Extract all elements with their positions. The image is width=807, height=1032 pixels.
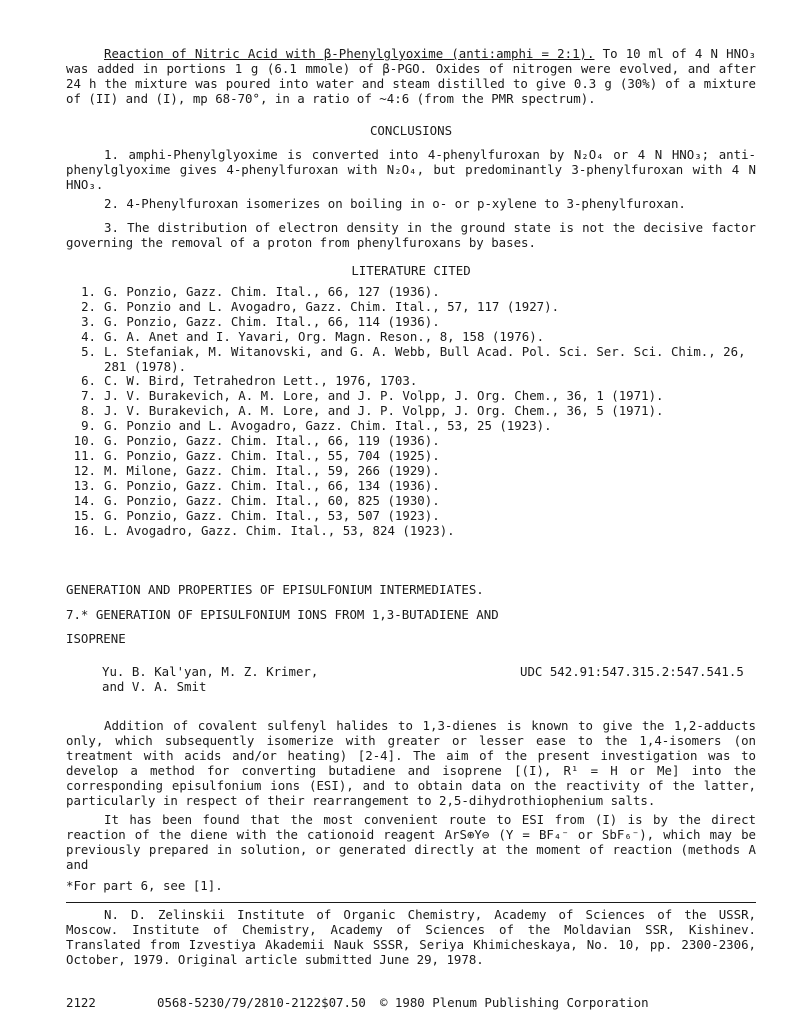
body-paragraph-2: It has been found that the most convenient route to ESI from (I) is by the direct reaction of the diene with the cationoid reagent ArS⊕Y⊖ (Y = BF₄⁻ or SbF₆⁻), which may be previously prepared in solution, or generated directly at the moment of reaction (methods A and <box>66 812 756 872</box>
conclusion-item-2: 2. 4-Phenylfuroxan isomerizes on boiling in o- or p-xylene to 3-phenylfuroxan. <box>104 196 686 211</box>
reference-item: 8. J. V. Burakevich, A. M. Lore, and J. P. Volpp, J. Org. Chem., 36, 5 (1971). <box>81 403 664 419</box>
copyright-notice: © 1980 Plenum Publishing Corporation <box>380 995 649 1010</box>
reference-list <box>66 285 766 538</box>
reference-item: 1. G. Ponzio, Gazz. Chim. Ital., 66, 127 (1936). <box>81 284 440 299</box>
authors <box>102 664 318 694</box>
reference-item: 6. C. W. Bird, Tetrahedron Lett., 1976, 1703. <box>81 373 418 389</box>
article-code: 0568-5230/79/2810-2122$07.50 <box>157 995 366 1010</box>
reaction-paragraph <box>66 46 756 106</box>
reference-item: 4. G. A. Anet and I. Yavari, Org. Magn. Reson., 8, 158 (1976). <box>81 328 545 344</box>
affiliation-divider <box>66 902 756 903</box>
reference-item: 9. G. Ponzio and L. Avogadro, Gazz. Chim. Ital., 53, 25 (1923). <box>81 418 552 434</box>
conclusion-item-1: 1. amphi-Phenylglyoxime is converted into 4-phenylfuroxan by N₂O₄ or 4 N HNO₃; anti-phenylglyoxime gives 4-phenylfuroxan with N₂O₄, but predominantly 3-phenylfuroxan with 4 N HNO₃. <box>66 147 756 192</box>
footnote: *For part 6, see [1]. <box>66 878 223 893</box>
reference-item: 10. G. Ponzio, Gazz. Chim. Ital., 66, 119 (1936). <box>73 433 440 449</box>
reaction-text: To 10 ml of 4 N HNO₃ was added in portions 1 g (6.1 mmole) of β-PGO. Oxides of nitrogen were evolved, and after 24 h the mixture was poured into water and steam distilled to give 0.3 g (30%) of a mixture of (II) and (I), mp 68-70°, in a ratio of ~4:6 (from the PMR spectrum). <box>66 46 756 106</box>
conclusions-heading: CONCLUSIONS <box>369 123 453 138</box>
authors-line-2: and V. A. Smit <box>102 679 207 694</box>
literature-heading: LITERATURE CITED <box>351 263 471 278</box>
reference-item: 13. G. Ponzio, Gazz. Chim. Ital., 66, 134 (1936). <box>73 477 440 493</box>
part-title-line-1: 7.* GENERATION OF EPISULFONIUM IONS FROM 1,3-BUTADIENE AND <box>66 607 499 622</box>
reference-item: 5. L. Stefaniak, M. Witanovski, and G. A. Webb, Bull Acad. Pol. Sci. Ser. Sci. Chim., 26, 281 (1978). <box>81 343 746 374</box>
affiliation-note: N. D. Zelinskii Institute of Organic Chemistry, Academy of Sciences of the USSR, Moscow. Institute of Chemistry, Academy of Sciences of the Moldavian SSR, Kishinev. Translated from Izvestiya Akademii Nauk SSSR, Seriya Khimicheskaya, No. 10, pp. 2300-2306, October, 1979. Original article submitted June 29, 1978. <box>66 907 756 967</box>
conclusion-item-3: 3. The distribution of electron density in the ground state is not the decisive factor governing the removal of a proton from phenylfuroxans by bases. <box>66 220 756 250</box>
reference-item: 14. G. Ponzio, Gazz. Chim. Ital., 60, 825 (1930). <box>73 492 440 508</box>
udc-code: UDC 542.91:547.315.2:547.541.5 <box>520 664 744 679</box>
body-paragraph-1: Addition of covalent sulfenyl halides to 1,3-dienes is known to give the 1,2-adducts only, which subsequently isomerize with greater or lesser ease to the 1,4-isomers (on treatment with acids and/or heating) [2-4]. The aim of the present investigation was to develop a method for converting butadiene and isoprene [(I), R¹ = H or Me] into the corresponding episulfonium ions (ESI), and to obtain data on the reactivity of the latter, particularly in respect of their rearrangement to 2,5-dihydrothiophenium salts. <box>66 718 756 808</box>
reference-item: 3. G. Ponzio, Gazz. Chim. Ital., 66, 114 (1936). <box>81 313 440 329</box>
reference-item: 7. J. V. Burakevich, A. M. Lore, and J. P. Volpp, J. Org. Chem., 36, 1 (1971). <box>81 388 664 404</box>
reference-item: 2. G. Ponzio and L. Avogadro, Gazz. Chim. Ital., 57, 117 (1927). <box>81 298 560 314</box>
series-title: GENERATION AND PROPERTIES OF EPISULFONIUM INTERMEDIATES. <box>66 582 484 597</box>
page-number: 2122 <box>66 995 96 1010</box>
reaction-title: Reaction of Nitric Acid with β-Phenylglyoxime (anti:amphi = 2:1). <box>104 46 595 61</box>
reference-item: 11. G. Ponzio, Gazz. Chim. Ital., 55, 704 (1925). <box>73 447 440 463</box>
part-title-line-2: ISOPRENE <box>66 631 126 646</box>
reference-item: 12. M. Milone, Gazz. Chim. Ital., 59, 266 (1929). <box>73 462 440 478</box>
reference-item: 16. L. Avogadro, Gazz. Chim. Ital., 53, 824 (1923). <box>73 522 455 538</box>
reference-item: 15. G. Ponzio, Gazz. Chim. Ital., 53, 507 (1923). <box>73 507 440 523</box>
authors-line-1: Yu. B. Kal'yan, M. Z. Krimer, <box>102 664 319 679</box>
